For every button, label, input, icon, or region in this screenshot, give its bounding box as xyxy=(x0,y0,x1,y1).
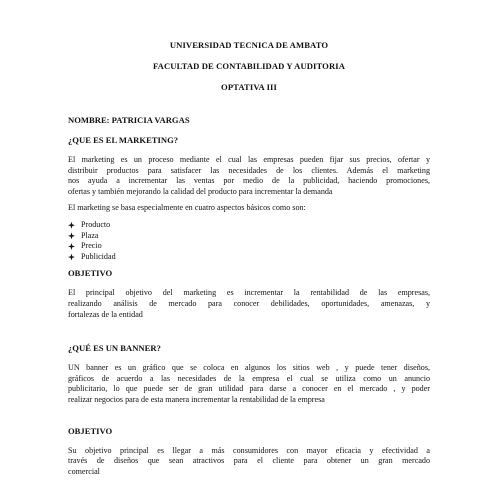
author-name: NOMBRE: PATRICIA VARGAS xyxy=(68,115,190,125)
section-heading-objetivo-1: OBJETIVO xyxy=(68,268,113,279)
paragraph-line: El marketing se basa especialmente en cuatro aspectos básicos como son: xyxy=(68,203,306,213)
document-page xyxy=(68,40,430,483)
list-item-label: Plaza xyxy=(81,230,99,240)
marketing-definition-paragraph xyxy=(68,155,430,197)
paragraph-line: publicitario, lo que puede ser de gran utilidad para darse a conocer en el mercado , y poder xyxy=(68,384,430,394)
list-item xyxy=(68,241,430,252)
section-heading-banner: ¿QUÉ ES UN BANNER? xyxy=(68,343,161,354)
list-item-label: Producto xyxy=(81,219,111,229)
paragraph-line: El marketing es un proceso mediante el cual las empresas pueden fijar sus precios, ofertar y xyxy=(68,155,430,164)
paragraph-line: distribuir productos para satisfacer las necesidades de los clientes. Además el marketing xyxy=(68,165,430,175)
paragraph-line: realizando análisis de mercado para conocer debilidades, oportunidades, amenazas, y xyxy=(68,298,430,308)
section-heading-marketing: ¿QUE ES EL MARKETING? xyxy=(68,135,179,145)
paragraph-line: realizar negocios para de esta manera incrementar la rentabilidad de la empresa xyxy=(68,394,325,404)
list-item-label: Publicidad xyxy=(81,251,116,261)
marketing-aspects-intro xyxy=(68,203,430,214)
faculty-title: FACULTAD DE CONTABILIDAD Y AUDITORIA xyxy=(152,61,346,71)
paragraph-line: través de diseños que sean atractivos para el cliente para obtener un gran mercado xyxy=(68,456,430,466)
paragraph-line: fortalezas de la entidad xyxy=(68,309,143,319)
list-item xyxy=(68,220,430,231)
university-title: UNIVERSIDAD TECNICA DE AMBATO xyxy=(169,40,329,50)
list-item-label: Precio xyxy=(81,241,102,251)
course-title: OPTATIVA III xyxy=(221,82,277,92)
section-heading-objetivo-2: OBJETIVO xyxy=(68,425,113,436)
list-item xyxy=(68,231,430,242)
paragraph-line: ofertas y también mejorando la calidad del producto para incrementar la demanda xyxy=(68,186,333,196)
list-item xyxy=(68,252,430,263)
banner-definition-paragraph xyxy=(68,363,430,405)
paragraph-line: nos ayuda a incrementar las ventas por medio de la publicidad, haciendo promociones, xyxy=(68,176,430,186)
paragraph-line: gráficos de acuerdo a las necesidades de la empresa el cual se utiliza como un anuncio xyxy=(68,373,430,383)
marketing-objective-paragraph xyxy=(68,288,430,320)
diamond-star-bullet-icon xyxy=(68,254,75,261)
paragraph-line: UN banner es un gráfico que se coloca en algunos los sitios web , y puede tener diseños, xyxy=(68,363,430,373)
banner-objective-paragraph xyxy=(68,446,430,478)
paragraph-line: El principal objetivo del marketing es incrementar la rentabilidad de las empresas, xyxy=(68,288,430,298)
marketing-aspects-list xyxy=(68,220,430,262)
diamond-star-bullet-icon xyxy=(68,243,75,250)
paragraph-line: comercial xyxy=(68,466,100,476)
diamond-star-bullet-icon xyxy=(68,222,75,229)
paragraph-line: Su objetivo principal es llegar a más consumidores con mayor eficacia y efectividad a xyxy=(68,445,430,455)
diamond-star-bullet-icon xyxy=(68,232,75,239)
